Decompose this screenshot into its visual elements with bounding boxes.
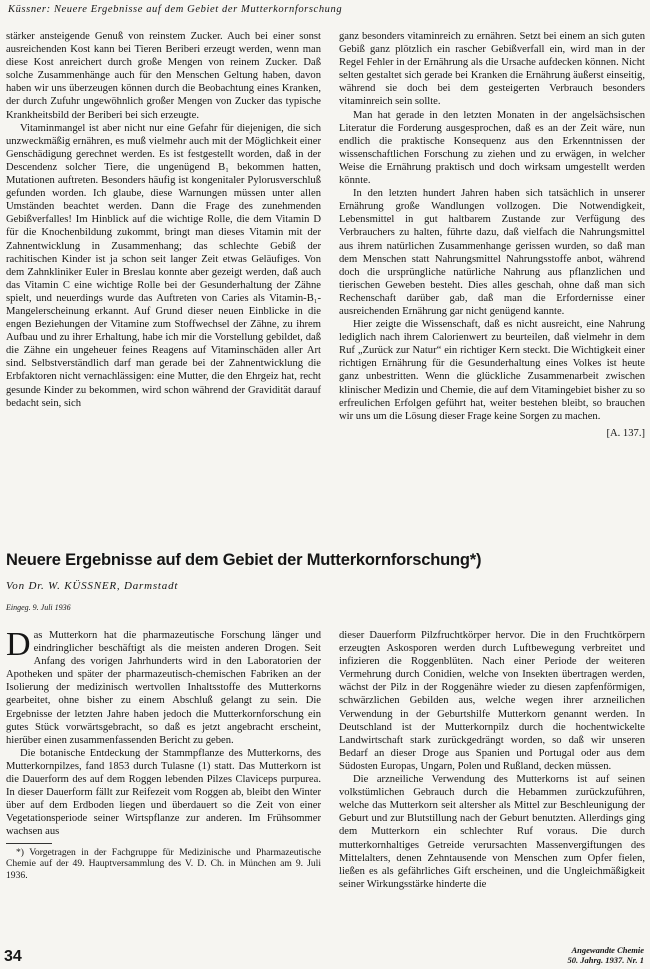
article-title: Neuere Ergebnisse auf dem Gebiet der Mutterkornforschung*) (6, 551, 482, 569)
paragraph: In den letzten hundert Jahren haben sich tatsächlich in unserer Ernährung große Wandlungen vollzogen. Die Notwendigkeit, Lebensmittel in gut haltbarem Zustande zur Verfügung des Verbrauchers zu halten, führte dazu, daß vielfach die Nahrungsmittel aus ihrem natürlichen Zusammenhange gerissen wurden, so daß man dem Menschen statt Nahrungsmittel Nahrungsstoffe anbot, während doch die ursprüngliche natürliche Nahrung aus pflanzlichen und tierischen Geweben besteht. Dies alles geschah, ohne daß man sich Rechenschaft darüber gab, daß man die Erfordernisse einer ausreichenden Ernährung gar nicht genügend kannte. (339, 188, 645, 317)
intro-paragraph (6, 626, 321, 747)
paragraph: Die botanische Entdeckung der Stammpflanze des Mutterkorns, des Mutterkornpilzes, fand 1853 durch Tulasne (1) statt. Das Mutterkorn ist die Dauerform des auf dem Roggen lebenden Pilzes Claviceps purpurea. In dieser Dauerform fällt zur Reifezeit vom Roggen ab, bleibt den Winter über auf dem Erdboden liegen und überdauert so die Zeit von einer Vegetationsperiode seiner Wirtspflanze zur anderen. Im Frühsommer wachsen aus (6, 747, 321, 838)
article-right-column (339, 629, 645, 891)
top-left-column (6, 30, 321, 410)
paragraph: Die arzneiliche Verwendung des Mutterkorns ist auf seinen volkstümlichen Gebrauch durch die Hebammen zurückzuführen, welche das Mutterkorn seit altersher als Mittel zur Beschleunigung der Geburt und zur Blutstillung nach der Geburt benutzten. Allerdings ging dem Mutterkorn ein schlechter Ruf voraus. Die durch mutterkornhaltiges Getreide verursachten Massenvergiftungen des Mittelalters, denen Zehntausende von Menschen zum Opfer fielen, ließen es als gefährliches Gift erscheinen, und die Ungleichmäßigkeit seiner Wirkungsstärke hinderte die (339, 774, 645, 890)
footnote (6, 847, 321, 882)
reference-code: [A. 137.] (606, 427, 645, 439)
footnote-text: *) Vorgetragen in der Fachgruppe für Medizinische und Pharmazeutische Chemie auf der 49. Hauptversammlung des V. D. Ch. in München am 9. Juli 1936. (6, 846, 321, 881)
article-author: Von Dr. W. KÜSSNER, Darmstadt (6, 580, 179, 592)
top-right-column (339, 30, 645, 440)
paragraph: Hier zeigte die Wissenschaft, daß es nicht ausreicht, eine Nahrung lediglich nach ihrem Calorienwert zu beurteilen, daß vielmehr in dem Ruf „Zurück zur Natur“ ein richtiger Kern steckt. Die Wichtigkeit einer richtigen Ernährung für die Gesunderhaltung eines Volkes ist heute ganz unbestritten. Wenn die glückliche Zusammenarbeit zwischen klinischer Medizin und Chemie, die auf dem Vitamingebiet bisher zu so erfreulichen Erfolgen geführt hat, weiter bestehen bleibt, so brauchen wir uns um die Lösung dieser Frage keine Sorgen zu machen. (339, 319, 645, 422)
journal-name: Angewandte Chemie (571, 945, 644, 955)
footnote-rule (6, 843, 52, 844)
intro-text: as Mutterkorn hat die pharmazeutische Forschung länger und eindringlicher beschäftigt als die meisten anderen Drogen. Seit Anfang des vorigen Jahrhunderts wird in den Laboratorien der Apotheken und später der pharmazeutisch-chemischen Fabriken an der Isolierung der medizinisch wertvollen Inhaltsstoffe des Mutterkorns gearbeitet, ohne bisher zu einem Abschluß gelangt zu sein. Die Ergebnisse der letzten Jahre haben jedoch die Mutterkornforschung ein gutes Stück vorwärtsgebracht, so daß es jetzt angebracht erscheint, hierüber einen zusammenfassenden Bericht zu geben. (6, 630, 321, 746)
article-left-column (6, 626, 321, 881)
drop-cap: D (6, 626, 31, 663)
paragraph: ganz besonders vitaminreich zu ernähren. Setzt bei einem an sich guten Gebiß ganz plötzlich ein rascher Gebißverfall ein, wird man in der Regel Fehler in der Ernährung als die Ursache aufdecken können. Nicht selten gestaltet sich gerade bei Kranken die Ernährung äußerst einseitig, während sie doch bei dem gesteigerten Verbrauch besonders vitaminreich sein sollte. (339, 31, 645, 108)
paragraph: stärker ansteigende Genuß von reinstem Zucker. Auch bei einer sonst ausreichenden Kost kann bei Tieren Beriberi erzeugt werden, wenn man diese Kost anreichert durch große Mengen von reinem Zucker. Daß solche Zusammenhänge auch für den Menschen Geltung haben, davon haben wir uns überzeugen können durch die Beobachtung eines Kranken, der durch Zufuhr ungewöhnlich großer Mengen von Zucker das typische Krankheitsbild der Beriberi bei sich erzeugte. (6, 31, 321, 121)
paragraph: Vitaminmangel ist aber nicht nur eine Gefahr für diejenigen, die sich unzweckmäßig ernähren, es muß vielmehr auch mit der Möglichkeit einer Genschädigung gerechnet werden. Es ist festgestellt worden, daß in der Descendenz solcher Tiere, die ungenügend B₁ bekommen hatten, Mutationen auftreten. Besonders häufig ist kongenitaler Pylorusverschluß gefunden worden. Ich glaube, diese Warnungen müssen unter allen Umständen beachtet werden. Dann die Frage des zunehmenden Gebißverfalles! Im Hinblick auf die wichtige Rolle, die dem Vitamin D für die Knochenbildung zukommt, bringt man dieses Vitamin mit der Zahnentwicklung in Zusammenhang; das schlechte Gebiß der rachitischen Kinder ist ja schon seit langer Zeit etwas Geläufiges. Von dem Zahnkliniker Euler in Breslau konnte aber gezeigt werden, daß auch das Vitamin C eine wichtige Rolle bei der Gesunderhaltung der Zähne spielt, und neuerdings wurde das Auftreten von Caries als Vitamin-B₁-Mangelerscheinung erkannt. Auf Grund dieser neuen Einblicke in die engen Beziehungen der Vitamine zum Stoffwechsel der Zähne, zu ihrem Aufbau und zu ihrer Erhaltung, habe ich mir die Vorstellung gebildet, daß die Zähne ein ungeheuer feines Reagens auf Vitaminschäden aller Art sind. Selbstverständlich darf man gerade bei der Zahnentwicklung die Erbfaktoren nicht vernachlässigen: eine Mutter, die den Ehrgeiz hat, recht gesunde Kinder zu bekommen, wird schon während der Gravidität darauf bedacht sein, sich (6, 122, 321, 409)
paragraph: dieser Dauerform Pilzfruchtkörper hervor. Die in den Fruchtkörpern erzeugten Askosporen werden durch Luftbewegung verbreitet und infizieren die Roggenblüten. Nach einer Periode der weiteren Vermehrung durch Conidien, welche von Insekten übertragen werden, wächst der Pilz in der Roggenähre wieder zu diesen zapfenförmigen, schwärzlichen Gebilden aus, welche wegen ihrer arzneilichen Verwendung in der Geburtshilfe Mutterkorn genannt werden. In Deutschland ist der Mutterkornpilz durch die hochentwickelte Landwirtschaft stark zurückgedrängt worden, so daß wir unseren Bedarf an dieser Droge aus Spanien und Portugal oder aus dem Südosten Europas, Ungarn, Polen und Rußland, decken müssen. (339, 630, 645, 772)
journal-volume: 50. Jahrg. 1937. Nr. 1 (567, 955, 644, 965)
journal-info (567, 945, 644, 965)
paragraph: Man hat gerade in den letzten Monaten in der angelsächsischen Literatur die Forderung ausgesprochen, daß es an der Zeit wäre, nun endlich die praktische Konsequenz aus den Erkenntnissen der wissenschaftlichen Forschung zu ziehen und zu erwägen, in welcher Weise die Ernährung praktisch und doch wirksam umgestellt werden könnte. (339, 109, 645, 187)
running-head: Küssner: Neuere Ergebnisse auf dem Gebiet der Mutterkornforschung (8, 4, 343, 15)
received-date: Eingeg. 9. Juli 1936 (6, 603, 71, 612)
page-number: 34 (4, 948, 22, 965)
